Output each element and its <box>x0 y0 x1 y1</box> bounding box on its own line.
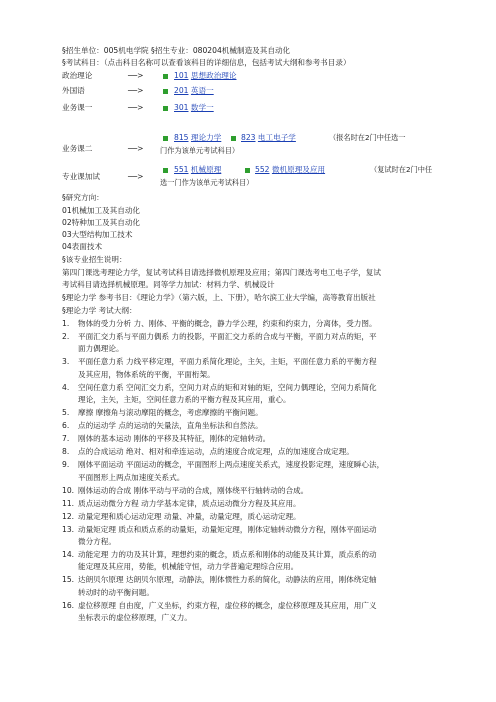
subject-note: （复试时在2门中任 <box>370 165 433 174</box>
outline-item-number: 10. <box>62 485 75 495</box>
subject-link-551[interactable]: 551 机械原理 <box>174 165 222 174</box>
direction-item: 04表面技术 <box>62 242 103 251</box>
outline-item-text: 点的合成运动 绝对、相对和牵连运动，点的速度合成定理，点的加速度合成定理。 <box>78 447 354 457</box>
outline-item-number: 15. <box>62 575 75 585</box>
subject-note-cont: 门作为该单元考试科目） <box>160 146 240 155</box>
subject-note: （报名时在2门中任选一 <box>329 133 406 142</box>
notes-heading: §该专业招生说明： <box>62 255 127 264</box>
outline-item-text: 刚体运动的合成 刚体平动与平动的合成，刚体绕平行轴转动的合成。 <box>78 485 309 495</box>
bullet-icon <box>163 89 168 94</box>
outline-item-number: 2. <box>62 332 70 341</box>
subject-link-815[interactable]: 815 理论力学 <box>174 133 222 142</box>
outline-item-text: 动能定理 力的功及其计算，理想约束的概念，质点系和刚体的动能及其计算，质点系的动 <box>78 550 377 559</box>
direction-item: 03大型结构加工技术 <box>62 230 133 239</box>
bullet-icon <box>163 168 168 173</box>
outline-item-text: 达朗贝尔原理 达朗贝尔原理，动静法，刚体惯性力系的简化，动静法的应用，刚体绕定轴 <box>78 575 377 585</box>
subject-link-552[interactable]: 552 微机原理及应用 <box>255 165 326 174</box>
outline-item-text: 摩擦 摩擦角与滚动摩阻的概念，考虑摩擦的平衡问题。 <box>78 408 263 418</box>
reference-books: §理论力学 参考书目：《理论力学》（第六版，上、下册），哈尔滨工业大学编，高等教育出版社 <box>62 293 376 302</box>
subject-label-extra: 专业课加试 <box>62 172 100 181</box>
outline-item-text: 平面任意力系 力线平移定理，平面力系简化理论，主矢，主矩，平面任意力系的平衡方程 <box>78 357 377 367</box>
subject-label-politics: 政治理论 <box>62 71 93 80</box>
outline-item-text: 面力偶理论。 <box>78 344 124 354</box>
outline-item-text: 理论，主矢，主矩，空间任意力系的平衡方程及其应用，重心。 <box>78 395 291 405</box>
subjects-note: §考试科目：（点击科目名称可以查看该科目的详细信息，包括考试大纲和参考书目录） <box>62 58 351 67</box>
outline-item-text: 刚体平面运动 平面运动的概念，平面图形上两点速度关系式，速度投影定理，速度瞬心法， <box>78 460 385 470</box>
outline-item-number: 13. <box>62 524 75 534</box>
bullet-icon <box>163 74 168 79</box>
outline-item-number: 9. <box>62 460 70 470</box>
outline-item-number: 1. <box>62 319 70 328</box>
directions-heading: §研究方向： <box>62 193 104 202</box>
outline-item-text: 动量定理和质心运动定理 动量、冲量，动量定理，质心运动定理。 <box>78 511 301 521</box>
bullet-icon <box>231 136 236 141</box>
outline-item-text: 动量矩定理 质点和质点系的动量矩，动量矩定理，刚体定轴转动微分方程，刚体平面运动 <box>78 524 377 534</box>
outline-item-number: 12. <box>62 511 75 521</box>
outline-item-text: 能定理及其应用，势能，机械能守恒，动力学普遍定理综合应用。 <box>78 562 299 572</box>
outline-item-number: 4. <box>62 382 70 392</box>
outline-item-text: 虚位移原理 自由度，广义坐标，约束方程，虚位移的概念，虚位移原理及其应用，用广义 <box>78 600 377 610</box>
outline-item-text: 刚体的基本运动 刚体的平移及其特征，刚体的定轴转动。 <box>78 434 271 444</box>
direction-item: 02特种加工及其自动化 <box>62 218 141 227</box>
outline-item-number: 6. <box>62 421 70 431</box>
subject-link-101[interactable]: 101 思想政治理论 <box>174 71 237 80</box>
subject-link-823[interactable]: 823 电工电子学 <box>241 133 296 142</box>
outline-item-number: 3. <box>62 357 70 367</box>
arrow-icon: ──> <box>128 86 144 95</box>
outline-item-text: 点的运动学 点的运动的矢量法，直角坐标法和自然法。 <box>78 421 263 431</box>
arrow-icon: ──> <box>128 172 144 181</box>
outline-item-text: 转动时的动平衡问题。 <box>78 587 154 597</box>
arrow-icon: ──> <box>128 103 144 112</box>
notes-line: 第四门课选考理论力学，复试考试科目请选择微机原理及应用；第四门课选考电工电子学，复试 <box>62 268 381 277</box>
outline-item-number: 5. <box>62 408 70 418</box>
outline-item-number: 11. <box>62 498 75 508</box>
outline-item-number: 14. <box>62 550 75 559</box>
direction-item: 01机械加工及其自动化 <box>62 206 141 215</box>
subject-label-course1: 业务课一 <box>62 103 93 112</box>
outline-item-text: 平面汇交力系与平面力偶系 力的投影，平面汇交力系的合成与平衡，平面力对点的矩，平 <box>78 332 377 341</box>
outline-item-number: 7. <box>62 434 70 444</box>
bullet-icon <box>245 168 250 173</box>
arrow-icon: ──> <box>128 144 144 153</box>
outline-item-text: 质点运动微分方程 动力学基本定律，质点运动微分方程及其应用。 <box>78 498 301 508</box>
outline-item-text: 空间任意力系 空间汇交力系，空间力对点的矩和对轴的矩，空间力偶理论，空间力系简化 <box>78 382 377 392</box>
subject-note-cont: 选一门作为该单元考试科目） <box>160 178 254 187</box>
subject-label-language: 外国语 <box>62 86 85 95</box>
subject-link-201[interactable]: 201 英语一 <box>174 86 214 95</box>
outline-heading: §理论力学 考试大纲： <box>62 306 137 315</box>
arrow-icon: ──> <box>128 71 144 80</box>
bullet-icon <box>163 106 168 111</box>
outline-item-text: 及其应用，物体系统的平衡，平面桁架。 <box>78 369 215 379</box>
bullet-icon <box>163 136 168 141</box>
outline-item-number: 16. <box>62 600 75 610</box>
notes-line: 考试科目请选择机械原理。同等学力加试：材料力学、机械设计 <box>62 280 275 289</box>
outline-item-text: 物体的受力分析 力、刚体、平衡的概念，静力学公理，约束和约束力，分离体，受力图。 <box>78 319 377 328</box>
subject-label-course2: 业务课二 <box>62 144 93 153</box>
subject-link-301[interactable]: 301 数学一 <box>174 103 214 112</box>
outline-item-text: 坐标表示的虚位移原理，广义力。 <box>78 613 192 623</box>
outline-item-number: 8. <box>62 447 70 457</box>
outline-item-text: 平面图形上两点加速度关系式。 <box>78 472 185 482</box>
unit-line: §招生单位：005机电学院 §招生专业：080204机械制造及其自动化 <box>62 46 291 55</box>
outline-item-text: 微分方程。 <box>78 537 116 546</box>
